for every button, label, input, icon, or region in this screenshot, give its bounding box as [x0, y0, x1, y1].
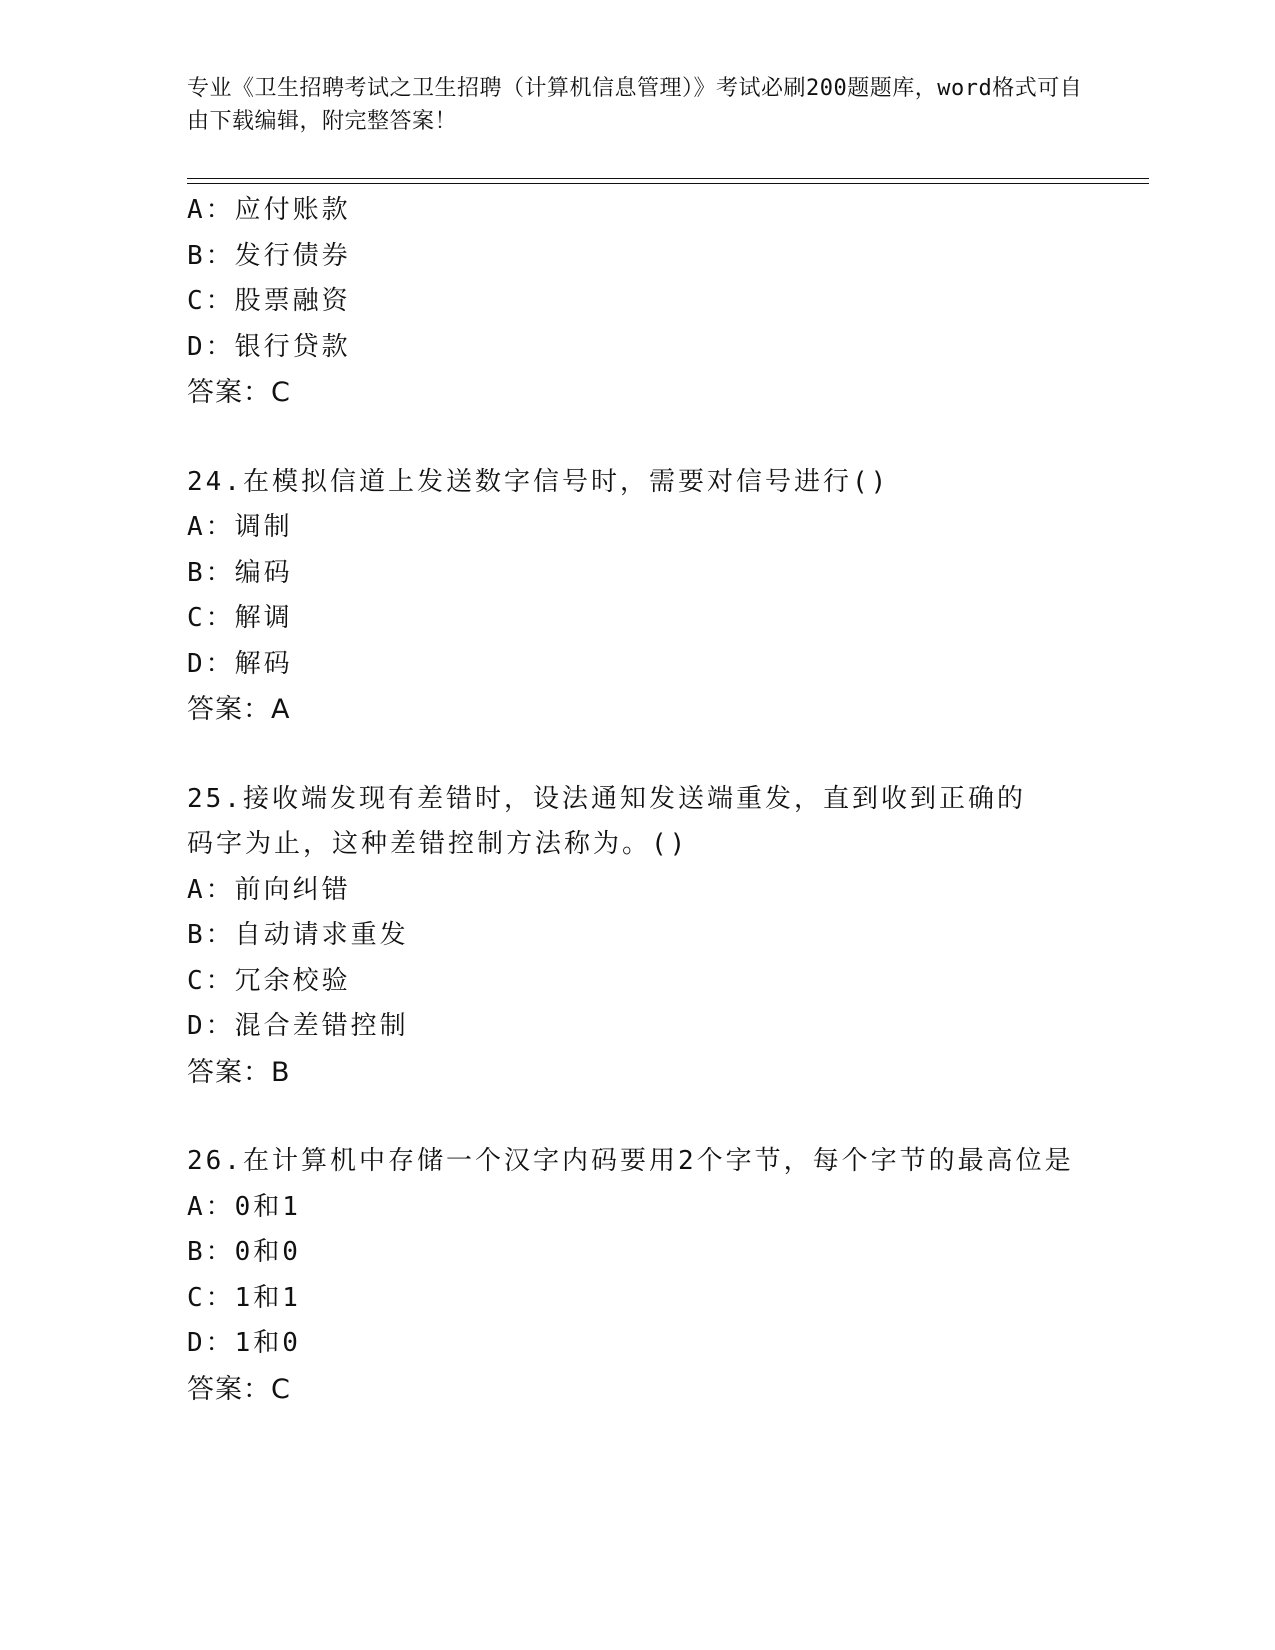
- question-26: [187, 1139, 1087, 1412]
- header-divider-top: [187, 178, 1149, 179]
- option-d: D：银行贷款: [187, 331, 351, 362]
- option-a: A：调制: [187, 512, 293, 542]
- question-stem: 24.在模拟信道上发送数字信号时，需要对信号进行(): [187, 466, 890, 497]
- answer: 答案：C: [187, 1373, 291, 1405]
- option-c: C：股票融资: [187, 286, 351, 316]
- option-c: C：冗余校验: [187, 965, 351, 996]
- option-c: C：解调: [187, 603, 293, 633]
- question-23: [187, 188, 1087, 416]
- option-b: B：自动请求重发: [187, 920, 409, 950]
- question-25: [187, 777, 1087, 1096]
- question-stem: 26.在计算机中存储一个汉字内码要用2个字节，每个字节的最高位是: [187, 1146, 1074, 1176]
- option-d: D：混合差错控制: [187, 1011, 409, 1041]
- answer: 答案：A: [187, 694, 291, 725]
- option-c: C：1和1: [187, 1282, 301, 1313]
- option-a: A：0和1: [187, 1191, 301, 1222]
- option-b: B：0和0: [187, 1237, 301, 1267]
- option-a: A：应付账款: [187, 195, 351, 225]
- question-24: [187, 460, 1087, 733]
- question-stem: 25.接收端发现有差错时，设法通知发送端重发，直到收到正确的码字为止，这种差错控制方法称为。(): [187, 783, 1026, 859]
- option-b: B：编码: [187, 557, 293, 588]
- option-a: A：前向纠错: [187, 874, 351, 905]
- option-d: D：解码: [187, 648, 293, 679]
- header-divider-bottom: [187, 183, 1149, 184]
- answer: 答案：C: [187, 377, 291, 408]
- option-d: D：1和0: [187, 1328, 301, 1358]
- document-header: 专业《卫生招聘考试之卫生招聘（计算机信息管理）》考试必刷200题题库，word格式可自由下载编辑，附完整答案！: [187, 76, 1083, 134]
- option-b: B：发行债券: [187, 240, 351, 271]
- question-list: [187, 188, 1087, 1412]
- answer: 答案：B: [187, 1056, 291, 1088]
